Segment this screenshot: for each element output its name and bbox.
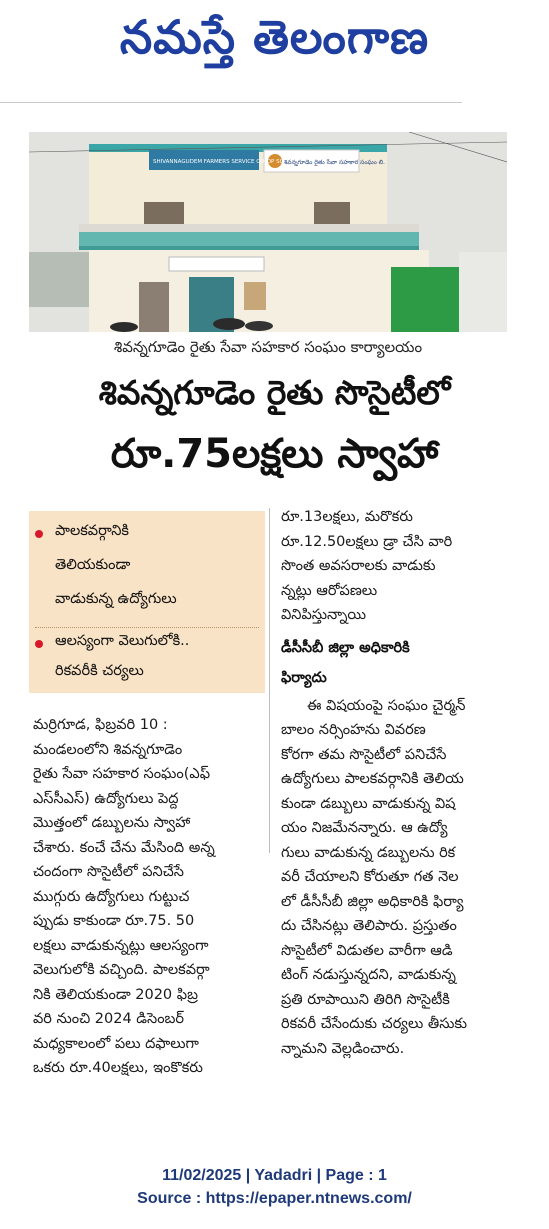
text-line: మర్రిగూడ, ఫిబ్రవరి 10 : <box>33 717 168 733</box>
text-line: మధ్యకాలంలో పలు దఫాలుగా <box>33 1035 199 1052</box>
photo-signboard-right: శివన్నగూడెం రైతు సేవా సహకార సంఘం లి. <box>284 159 385 166</box>
newspaper-logo: నమస్తే తెలంగాణ <box>119 10 430 64</box>
text-line: న్నట్లు ఆరోపణలు <box>281 582 378 599</box>
column-divider <box>269 508 270 853</box>
article-photo <box>29 132 507 332</box>
text-line: వెలుగులోకి వచ్చింది. పాలకవర్గా <box>33 962 210 978</box>
text-line: యం నిజమేనన్నారు. ఆ ఉద్యో <box>281 820 448 836</box>
text-line: చేశారు. కంచే చేను మేసింది అన్న <box>33 839 215 856</box>
text-line: సొంత అవసరాలకు వాడుకు <box>281 558 436 574</box>
text-line: దు చేసినట్లు తెలిపారు. ప్రస్తుతం <box>281 918 457 934</box>
text-line: లక్షలు వాడుకున్నట్లు ఆలస్యంగా <box>33 937 209 954</box>
text-line: లో డీసీసీబీ జిల్లా అధికారికి ఫిర్యా <box>281 893 464 910</box>
photo-signboard-left: SHIVANNAGUDEM FARMERS SERVICE CO-OP SOCIETY LTD <box>153 159 312 165</box>
text-line: ఉద్యోగులు పాలకవర్గానికి తెలియ <box>281 771 464 787</box>
headline-line-2: రూ.75లక్షలు స్వాహా <box>110 431 439 477</box>
text-line: మండలంలోని శివన్నగూడెం <box>33 741 183 758</box>
article-left-column <box>33 713 255 1081</box>
subheading: డీసీసీబీ జిల్లా అధికారికి <box>281 639 410 656</box>
text-line: రికవరీ చేసేందుకు చర్యలు తీసుకు <box>281 1016 467 1032</box>
text-line: గులు వాడుకున్న డబ్బులను రిక <box>281 844 456 861</box>
masthead-divider <box>0 102 462 103</box>
footer-edition-info: 11/02/2025 | Yadadri | Page : 1 <box>162 1167 387 1184</box>
subheading: ఫిర్యాదు <box>281 669 327 686</box>
text-line: ప్పుడు కాకుండా రూ.75. 50 <box>33 913 195 929</box>
text-line: నికి తెలియకుండా 2020 ఫిబ్ర <box>33 986 198 1003</box>
highlight-line: ఆలస్యంగా వెలుగులోకి.. <box>55 633 190 649</box>
highlight-line: వాడుకున్న ఉద్యోగులు <box>55 591 177 607</box>
text-line: కుండా డబ్బులు వాడుకున్న విష <box>281 795 456 812</box>
text-line: వినిపిస్తున్నాయి <box>281 607 367 623</box>
highlights-box <box>29 511 265 693</box>
text-line: ఒకరు రూ.40లక్షలు, ఇంకొకరు <box>33 1060 203 1076</box>
text-line: బాలం నర్సింహను వివరణ <box>281 722 426 738</box>
headline-line-1: శివన్నగూడెం రైతు సొసైటీలో <box>98 373 451 412</box>
text-line: రూ.13లక్షలు, మరొకరు <box>281 509 413 525</box>
text-line: టింగ్ నడుస్తున్నదని, వాడుకున్న <box>281 967 456 983</box>
text-line: ప్రతి రూపాయిని తిరిగి సొసైటీకి <box>281 991 450 1008</box>
text-line: రైతు సేవా సహకార సంఘం(ఎఫ్ <box>33 766 211 782</box>
text-line: ఈ విషయంపై సంఘం చైర్మన్ <box>307 697 466 714</box>
text-line: వరి నుంచి 2024 డిసెంబర్ <box>33 1011 185 1027</box>
footer-source-link[interactable]: Source : https://epaper.ntnews.com/ <box>137 1190 412 1207</box>
text-line: ముగ్గురు ఉద్యోగులు గుట్టుచ <box>33 888 190 905</box>
article-right-column <box>281 505 513 1061</box>
highlight-line: రికవరీకి చర్యలు <box>55 663 144 679</box>
text-line: సొసైటీలో విడుతల వారీగా ఆడి <box>281 942 453 959</box>
highlight-separator <box>35 627 259 628</box>
highlight-line: పాలకవర్గానికి <box>55 523 129 539</box>
text-line: చందంగా సొసైటీలో పనిచేసే <box>33 864 184 880</box>
highlight-line: తెలియకుండా <box>55 557 131 573</box>
text-line: మొత్తంలో డబ్బులను స్వాహా <box>33 815 191 831</box>
text-line: వరీ చేయాలని కోరుతూ గత నెల <box>281 869 459 885</box>
red-bullet-icon <box>35 640 43 648</box>
text-line: ఎస్‌సీఎస్) ఉద్యోగులు పెద్ద <box>33 790 179 807</box>
masthead <box>0 0 549 104</box>
text-line: న్నామని వెల్లడించారు. <box>281 1040 405 1057</box>
text-line: కోరగా తమ సొసైటీలో పనిచేసే <box>281 746 447 763</box>
text-line: రూ.12.50లక్షలు డ్రా చేసి వారి <box>281 533 453 550</box>
photo-caption: శివన్నగూడెం రైతు సేవా సహకార సంఘం కార్యాలయం <box>113 338 423 356</box>
red-bullet-icon <box>35 530 43 538</box>
